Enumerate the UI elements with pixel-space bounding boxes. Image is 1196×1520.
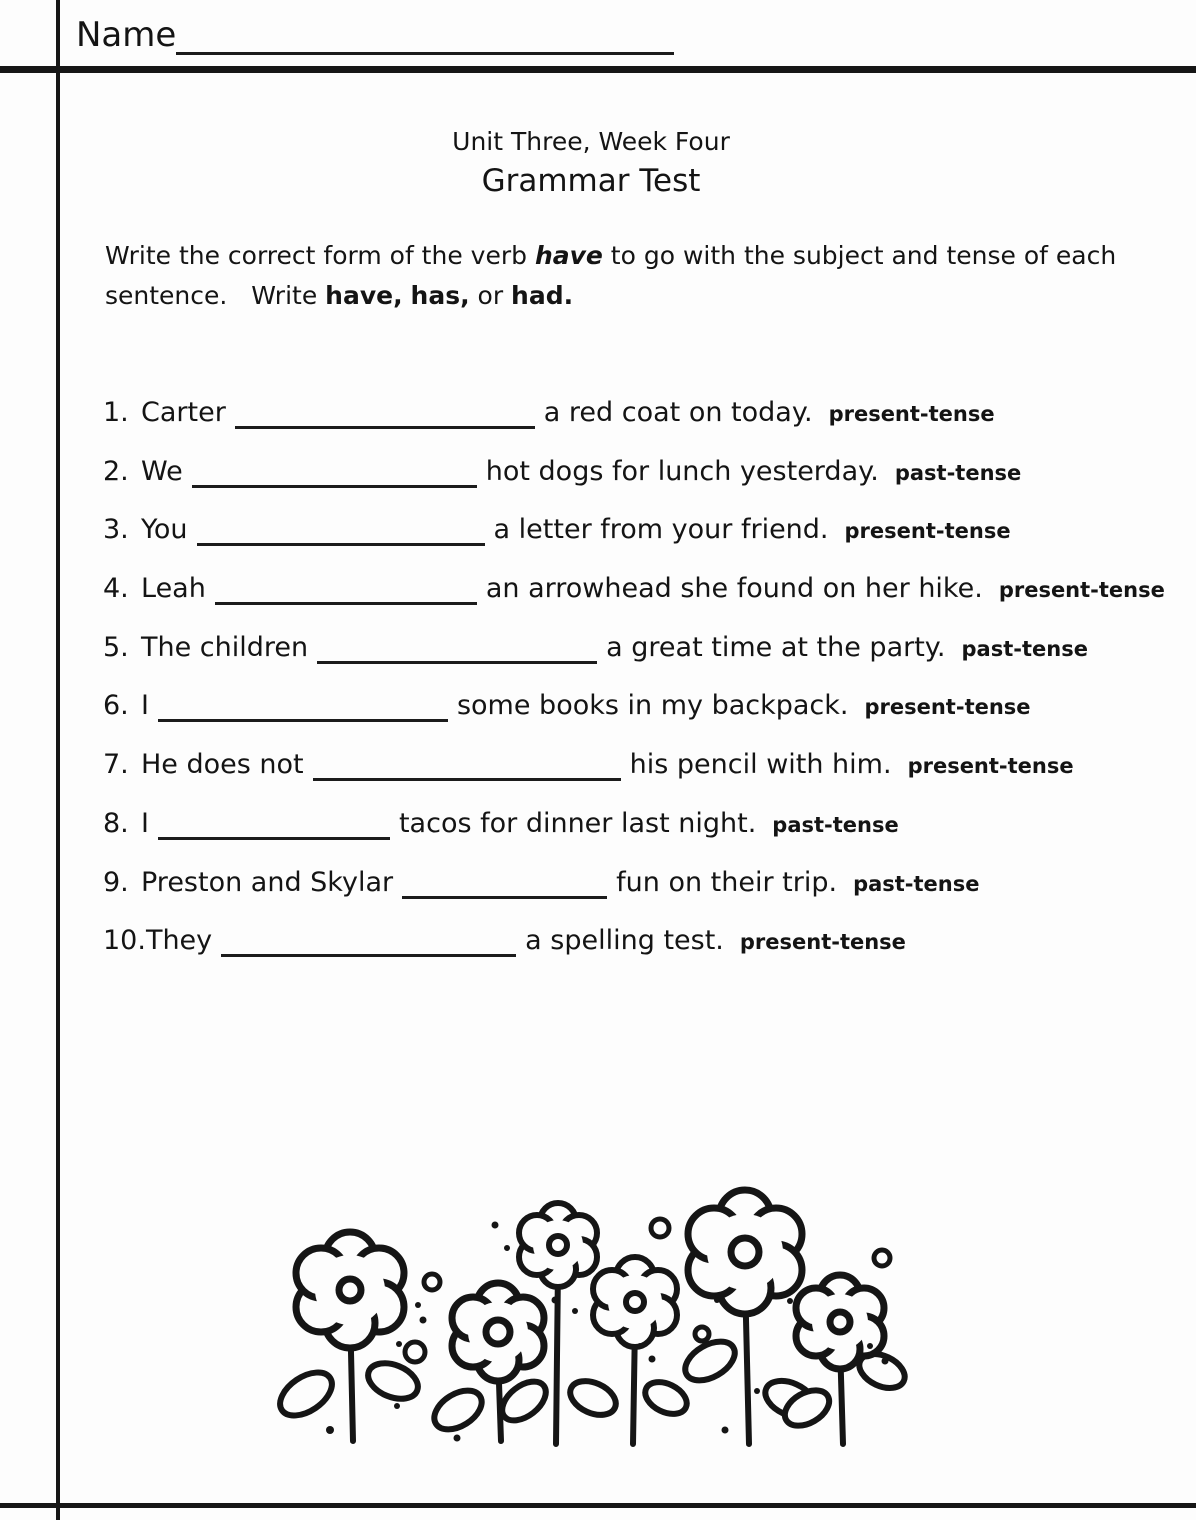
tense-label: present-tense — [828, 402, 995, 426]
question-number: 6. — [103, 690, 129, 722]
answer-blank[interactable] — [402, 876, 607, 899]
question-pre-text: We — [141, 455, 183, 487]
question-post-text: fun on their trip. — [616, 866, 838, 898]
question-pre-text: You — [141, 514, 188, 546]
question-post-text: a spelling test. — [525, 925, 724, 957]
question-list — [103, 384, 1196, 971]
question-number: 1. — [103, 397, 129, 428]
question-pre-text: Carter — [141, 397, 226, 428]
question-row-3 — [103, 501, 1196, 560]
tense-label: present-tense — [998, 578, 1165, 603]
question-post-text: hot dogs for lunch yesterday. — [485, 455, 879, 487]
question-row-9 — [103, 854, 1196, 913]
question-post-text: his pencil with him. — [629, 749, 892, 781]
answer-blank[interactable] — [197, 523, 485, 546]
flowers-clipart-icon — [262, 1158, 922, 1458]
question-row-1 — [103, 384, 1196, 443]
question-row-5 — [103, 619, 1196, 678]
question-pre-text: I — [141, 807, 149, 839]
question-row-2 — [103, 443, 1196, 502]
question-number: 10. — [103, 925, 146, 957]
footer-rule — [0, 1503, 1196, 1508]
answer-blank[interactable] — [158, 817, 390, 840]
answer-blank[interactable] — [317, 641, 597, 664]
question-pre-text: They — [145, 925, 213, 957]
question-row-4 — [103, 560, 1196, 619]
header-divider-rule — [0, 66, 1196, 73]
question-post-text: some books in my backpack. — [456, 690, 849, 722]
tense-label: present-tense — [844, 519, 1011, 544]
choice-had: had. — [511, 281, 574, 310]
answer-blank[interactable] — [221, 934, 516, 957]
question-row-10 — [103, 912, 1196, 971]
answer-blank[interactable] — [192, 465, 477, 488]
instructions-paragraph — [105, 236, 1193, 316]
tense-label: past-tense — [894, 460, 1022, 485]
answer-blank[interactable] — [313, 758, 621, 781]
tense-label: present-tense — [739, 930, 906, 955]
tense-label: past-tense — [772, 812, 899, 837]
question-number: 2. — [103, 455, 129, 487]
worksheet-title — [0, 124, 1182, 202]
question-number: 8. — [103, 807, 129, 839]
question-row-7 — [103, 736, 1196, 795]
answer-blank[interactable] — [215, 582, 477, 605]
test-title: Grammar Test — [481, 163, 701, 199]
name-header — [76, 8, 674, 55]
question-post-text: a great time at the party. — [606, 631, 946, 663]
tense-label: past-tense — [961, 636, 1088, 661]
tense-label: present-tense — [907, 754, 1074, 779]
choice-have: have, — [325, 281, 403, 310]
question-post-text: an arrowhead she found on her hike. — [485, 573, 983, 605]
answer-blank[interactable] — [235, 406, 535, 429]
question-pre-text: He does not — [141, 749, 304, 781]
instructions-text: or — [469, 281, 512, 310]
instructions-text: Write the correct form of the verb — [105, 241, 535, 270]
tense-label: past-tense — [853, 871, 980, 896]
name-label: Name — [76, 15, 177, 55]
question-number: 5. — [103, 631, 129, 663]
question-post-text: tacos for dinner last night. — [398, 807, 757, 839]
question-number: 4. — [103, 573, 129, 605]
verb-have-emphasis: have — [534, 241, 603, 270]
instructions-text — [403, 281, 411, 310]
answer-blank[interactable] — [158, 699, 448, 722]
tense-label: present-tense — [864, 695, 1031, 720]
question-number: 9. — [103, 866, 129, 898]
choice-has: has, — [410, 281, 470, 310]
unit-week-subtitle: Unit Three, Week Four — [452, 127, 730, 156]
question-pre-text: Preston and Skylar — [141, 866, 394, 898]
question-post-text: a red coat on today. — [543, 397, 813, 428]
question-post-text: a letter from your friend. — [493, 514, 829, 546]
question-row-6 — [103, 677, 1196, 736]
question-row-8 — [103, 795, 1196, 854]
question-pre-text: I — [141, 690, 149, 722]
question-pre-text: Leah — [141, 573, 206, 605]
question-pre-text: The children — [141, 631, 309, 663]
left-margin-rule — [56, 0, 60, 1520]
instructions-text: to go with the subject and tense of each sentence. Write — [105, 241, 1125, 310]
question-number: 3. — [103, 514, 129, 546]
name-fill-in-line[interactable] — [176, 8, 674, 55]
question-number: 7. — [103, 749, 129, 781]
